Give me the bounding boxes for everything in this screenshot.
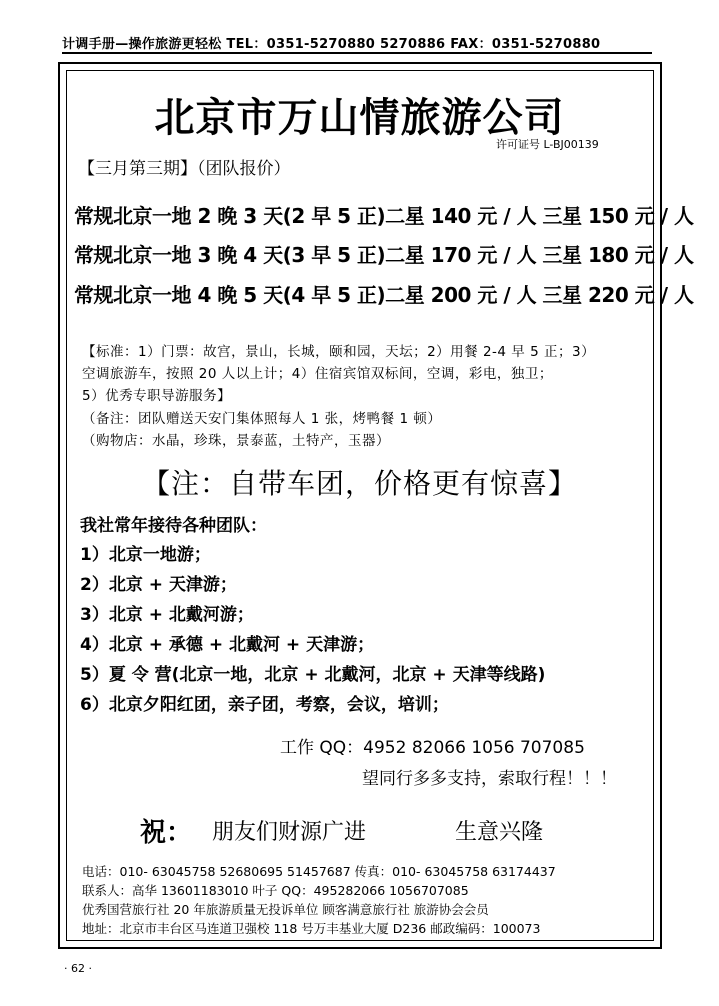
group-item: 4）北京 + 承德 + 北戴河 + 天津游； [80,635,375,655]
contact-phone: 电话：010- 63045758 52680695 51457687 传真：010- 63045758 63174437 [82,864,556,879]
standard-line: 空调旅游车，按照 20 人以上计；4）住宿宾馆双标间，空调，彩电，独卫； [82,366,553,382]
self-drive-note: 【注：自带车团，价格更有惊喜】 [141,467,577,500]
wish-label: 祝： [140,818,193,848]
wish-text-business: 生意兴隆 [455,820,544,845]
license-number: 许可证号 L-BJ00139 [496,138,599,151]
contact-person: 联系人：高华 13601183010 叶子 QQ：495282066 1056707085 [82,883,469,898]
route-price-line: 常规北京一地 2 晚 3 天(2 早 5 正)二星 140 元 / 人 三星 150 元 / 人 [74,204,694,228]
issue-label: 【三月第三期】（团队报价） [78,159,291,179]
support-slogan: 望同行多多支持，索取行程！！！ [362,769,617,789]
route-price-line: 常规北京一地 3 晚 4 天(3 早 5 正)二星 170 元 / 人 三星 180 元 / 人 [74,243,694,267]
remark-line: （备注：团队赠送天安门集体照每人 1 张，烤鸭餐 1 顿） [82,411,442,427]
honors-line: 优秀国营旅行社 20 年旅游质量无投诉单位 顾客满意旅行社 旅游协会会员 [82,902,489,917]
shopping-line: （购物店：水晶，珍珠，景泰蓝，土特产，玉器） [82,433,390,449]
group-item: 3）北京 + 北戴河游； [80,605,254,625]
page-header: 计调手册—操作旅游更轻松 TEL：0351-5270880 5270886 FAX：0351-5270880 [62,37,601,52]
group-item: 1）北京一地游； [80,545,211,565]
company-title: 北京市万山情旅游公司 [154,94,565,141]
group-item: 6）北京夕阳红团，亲子团，考察，会议，培训； [80,695,449,715]
group-item: 2）北京 + 天津游； [80,575,237,595]
page-number: · 62 · [64,962,92,975]
standard-line: 5）优秀专职导游服务】 [82,388,232,404]
group-item: 5）夏 令 营(北京一地，北京 + 北戴河，北京 + 天津等线路) [80,665,546,685]
route-price-line: 常规北京一地 4 晚 5 天(4 早 5 正)二星 200 元 / 人 三星 220 元 / 人 [74,283,694,307]
standard-line: 【标准：1）门票：故宫，景山，长城，颐和园，天坛；2）用餐 2-4 早 5 正；3） [82,344,596,360]
address-line: 地址：北京市丰台区马连道卫强校 118 号万丰基业大厦 D236 邮政编码：100073 [82,921,541,936]
work-qq: 工作 QQ：4952 82066 1056 707085 [280,738,585,758]
wish-text-prosperity: 朋友们财源广进 [212,820,367,845]
groups-heading: 我社常年接待各种团队： [80,516,267,536]
header-rule [62,52,652,54]
